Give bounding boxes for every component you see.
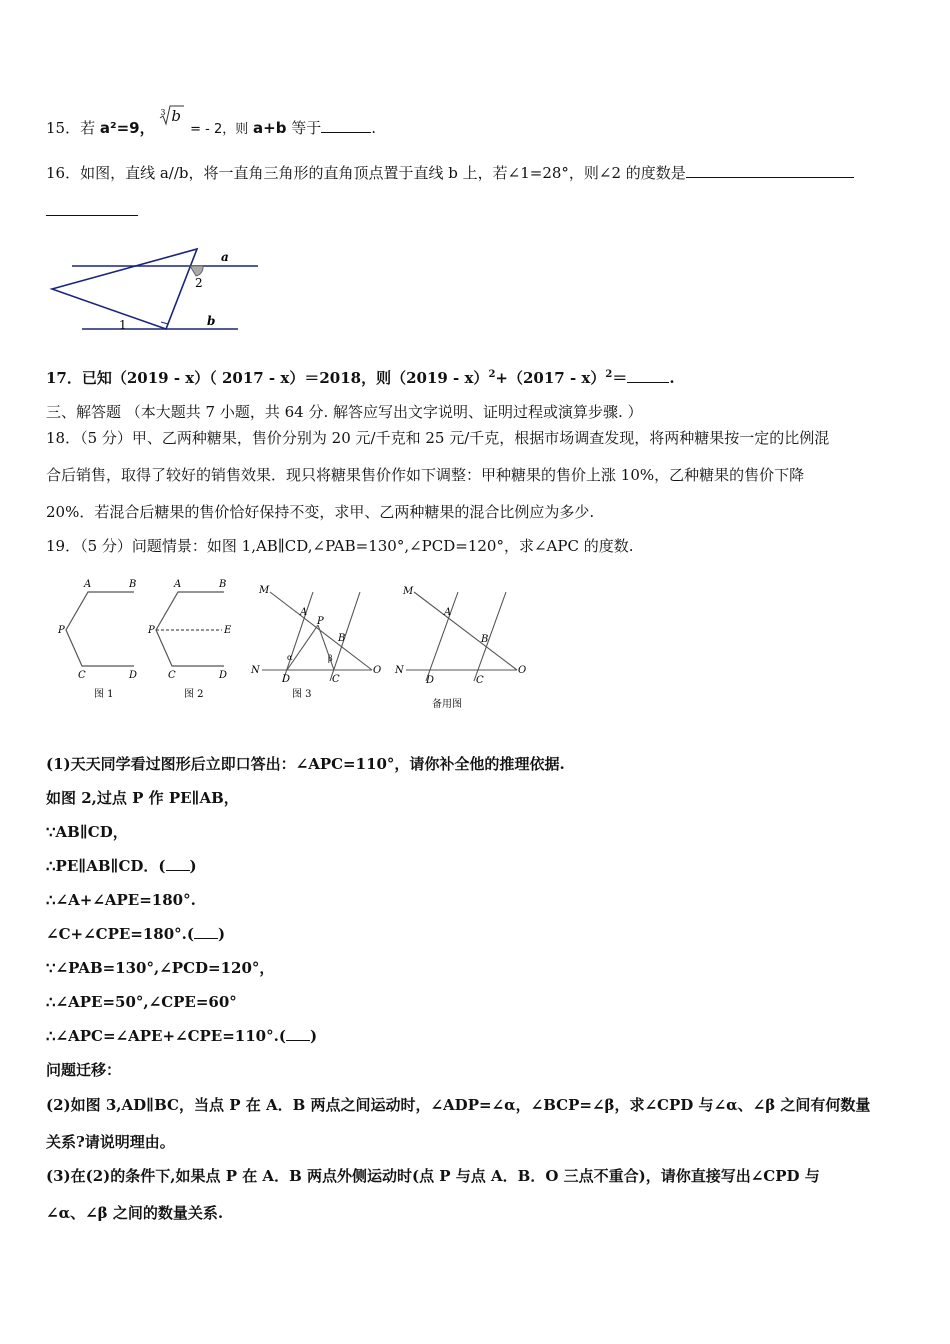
fig3-line-pd xyxy=(287,625,318,670)
fig4-label-a: A xyxy=(444,607,452,618)
fig2-label-d: D xyxy=(219,670,228,681)
q19-part-1: (1)天天同学看过图形后立即口答出：∠APC=110°，请你补全他的推理依据. xyxy=(46,755,565,773)
fig3-label-m: M xyxy=(259,585,270,596)
q19-step-8-paren: ) xyxy=(309,1027,318,1045)
q17-part3: ＝ xyxy=(612,369,628,387)
label-b: b xyxy=(207,314,216,328)
fig4-caption: 备用图 xyxy=(432,699,462,710)
q17-answer-blank[interactable] xyxy=(627,368,669,383)
label-1: 1 xyxy=(119,318,127,332)
fig3-caption: 图 3 xyxy=(292,689,312,700)
q19-reason-blank-2[interactable] xyxy=(194,924,218,939)
question-16 xyxy=(46,163,854,183)
fig2-label-c: C xyxy=(168,670,176,681)
fig2-caption: 图 2 xyxy=(184,689,204,700)
fig4-label-d: D xyxy=(426,675,435,686)
q17-part2: +（2017 - x） xyxy=(495,369,606,387)
q15-answer-blank[interactable] xyxy=(321,118,371,133)
fig2-label-e: E xyxy=(224,625,232,636)
q15-root-eq: = - 2，则 xyxy=(190,122,249,137)
q19-part-2-line-1: (2)如图 3,AD∥BC，当点 P 在 A．B 两点之间运动时，∠ADP=∠α，∠BCP=∠β，求∠CPD 与∠α、∠β 之间有何数量 xyxy=(46,1096,871,1114)
q17-end: . xyxy=(669,369,675,387)
fig3-label-p: P xyxy=(317,616,324,627)
q19-part-3-line-1: (3)在(2)的条件下,如果点 P 在 A．B 两点外侧运动时(点 P 与点 A．B．O 三点不重合)，请你直接写出∠CPD 与 xyxy=(46,1167,820,1185)
fig3-label-d: D xyxy=(282,674,291,685)
fig3-label-alpha: α xyxy=(287,653,293,662)
q19-step-3 xyxy=(46,856,197,876)
q15-ab: a+b xyxy=(253,119,287,137)
fig1-label-p: P xyxy=(58,625,65,636)
fig3-label-o: O xyxy=(373,665,382,676)
fig3-label-b: B xyxy=(338,633,346,644)
root-var: b xyxy=(171,107,181,125)
fig4-label-c: C xyxy=(476,675,484,686)
q19-figure-1 xyxy=(56,574,146,704)
q19-line-1: 19．（5 分）问题情景：如图 1,AB∥CD,∠PAB=130°,∠PCD=120°，求∠APC 的度数. xyxy=(46,537,634,555)
q17-sup1: 2 xyxy=(488,369,496,380)
section-3-heading: 三、解答题 （本大题共 7 小题，共 64 分. 解答应写出文字说明、证明过程或演算步骤. ） xyxy=(46,403,643,421)
fig3-label-a: A xyxy=(300,607,308,618)
q19-step-5 xyxy=(46,924,225,944)
fig2-label-p: P xyxy=(148,625,155,636)
q19-step-2: ∵AB∥CD， xyxy=(46,823,128,841)
q19-step-5-paren: ) xyxy=(218,925,226,943)
q15-expr-a: a²=9， xyxy=(99,119,155,137)
q19-migration-heading: 问题迁移： xyxy=(46,1061,122,1079)
fig2-label-b: B xyxy=(219,579,227,590)
fig2-path xyxy=(156,592,224,666)
q18-line-1: 18．（5 分）甲、乙两种糖果，售价分别为 20 元/千克和 25 元/千克，根据市场调查发现，将两种糖果按一定的比例混 xyxy=(46,429,830,447)
q16-answer-blank-1[interactable] xyxy=(686,163,854,178)
fig3-label-n: N xyxy=(251,665,260,676)
q19-reason-blank-3[interactable] xyxy=(286,1026,310,1041)
q19-part-2-line-2: 关系?请说明理由。 xyxy=(46,1133,175,1151)
fig4-label-o: O xyxy=(518,665,527,676)
q19-figure-backup xyxy=(392,578,537,713)
q19-step-5-text: ∠C+∠CPE=180°.( xyxy=(46,925,194,943)
q16-text: 16．如图，直线 a//b，将一直角三角形的直角顶点置于直线 b 上，若∠1=28°，则∠2 的度数是 xyxy=(46,164,686,182)
q19-step-8 xyxy=(46,1026,317,1046)
fig4-line-bc xyxy=(474,592,506,681)
q19-step-8-text: ∴∠APC=∠APE+∠CPE=110°.( xyxy=(46,1027,286,1045)
fig1-path xyxy=(66,592,134,666)
question-15 xyxy=(46,107,377,140)
q16-answer-blank-2[interactable] xyxy=(46,201,138,216)
q19-step-4: ∴∠A+∠APE=180°. xyxy=(46,891,196,909)
root-index: 3 xyxy=(160,108,166,117)
cube-root xyxy=(159,107,185,135)
fig1-label-a: A xyxy=(84,579,92,590)
q19-step-3-paren: ) xyxy=(189,857,197,875)
q19-part-3-line-2: ∠α、∠β 之间的数量关系. xyxy=(46,1204,224,1222)
fig4-label-n: N xyxy=(395,665,404,676)
q18-line-3: 20%．若混合后糖果的售价恰好保持不变，求甲、乙两种糖果的混合比例应为多少. xyxy=(46,503,595,521)
fig3-line-pc xyxy=(318,625,334,670)
q15-end: . xyxy=(371,119,377,137)
q19-reason-blank-1[interactable] xyxy=(166,856,190,871)
fig1-caption: 图 1 xyxy=(94,689,114,700)
fig4-label-m: M xyxy=(403,586,414,597)
question-17 xyxy=(46,368,675,388)
fig1-label-b: B xyxy=(129,579,137,590)
q19-figure-3 xyxy=(250,578,390,706)
q15-number: 15．若 xyxy=(46,119,96,137)
fig2-label-a: A xyxy=(174,579,182,590)
q19-step-6: ∵∠PAB=130°,∠PCD=120°， xyxy=(46,959,275,977)
q19-step-7: ∴∠APE=50°,∠CPE=60° xyxy=(46,993,237,1011)
q19-step-1: 如图 2,过点 P 作 PE∥AB， xyxy=(46,789,239,807)
fig3-line-mo xyxy=(270,592,372,670)
fig3-label-beta: β xyxy=(328,654,333,663)
fig3-label-c: C xyxy=(332,674,340,685)
q15-tail: 等于 xyxy=(291,119,322,137)
q18-line-2: 合后销售，取得了较好的销售效果．现只将糖果售价作如下调整：甲种糖果的售价上涨 10%，乙种糖果的售价下降 xyxy=(46,466,805,484)
q19-figure-2 xyxy=(144,574,244,704)
fig4-label-b: B xyxy=(481,634,489,645)
q17-part1: 17．已知（2019 - x）（ 2017 - x）＝2018，则（2019 - x） xyxy=(46,369,489,387)
fig1-label-d: D xyxy=(129,670,138,681)
q17-sup2: 2 xyxy=(605,369,613,380)
q19-step-3-text: ∴PE∥AB∥CD．( xyxy=(46,857,166,875)
triangle xyxy=(52,249,197,329)
label-2: 2 xyxy=(195,276,203,290)
label-a: a xyxy=(221,250,229,264)
q16-figure xyxy=(44,240,274,340)
fig1-label-c: C xyxy=(78,670,86,681)
angle-2-arc xyxy=(190,266,203,276)
